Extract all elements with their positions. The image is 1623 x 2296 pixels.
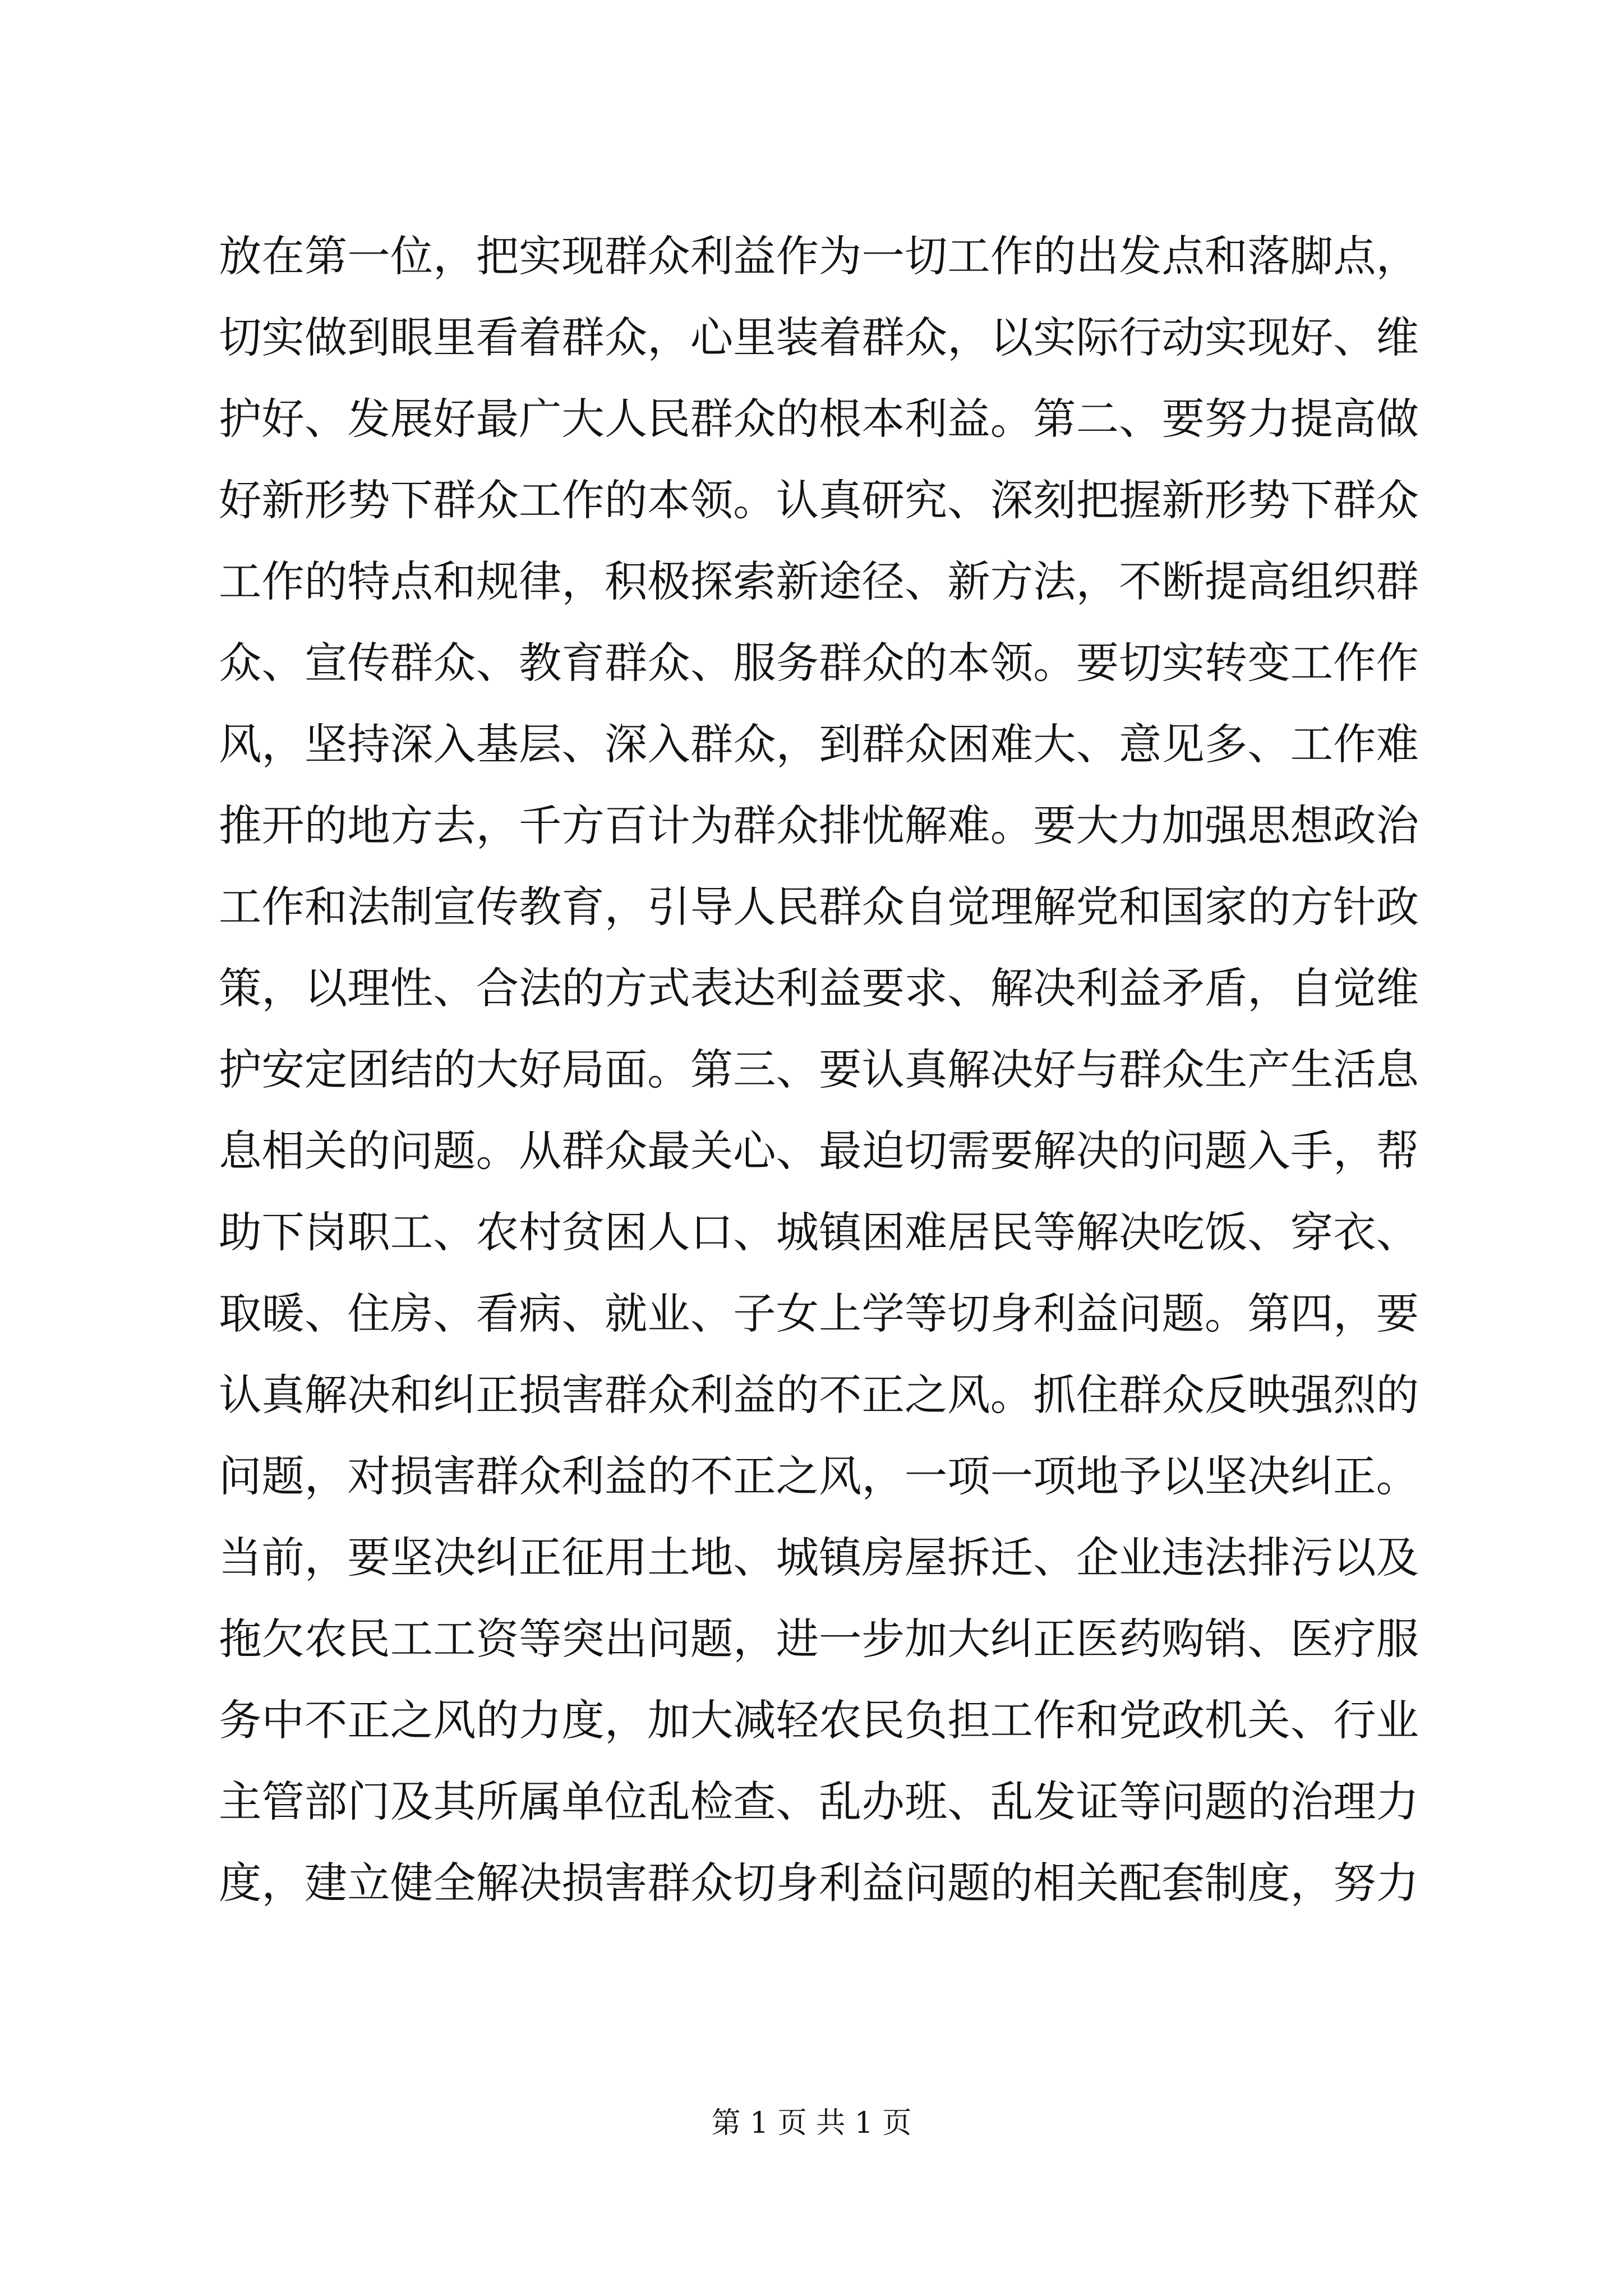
page-footer xyxy=(0,2101,1623,2146)
text-line: 务中不正之风的力度，加大减轻农民负担工作和党政机关、行业 xyxy=(219,1696,1419,1746)
text-line: 众、宣传群众、教育群众、服务群众的本领。要切实转变工作作 xyxy=(219,638,1419,688)
text-line: 推开的地方去，千方百计为群众排忧解难。要大力加强思想政治 xyxy=(219,801,1419,851)
text-line: 工作和法制宣传教育，引导人民群众自觉理解党和国家的方针政 xyxy=(219,882,1419,932)
text-line: 息相关的问题。从群众最关心、最迫切需要解决的问题入手，帮 xyxy=(219,1126,1419,1176)
text-line: 护好、发展好最广大人民群众的根本利益。第二、要努力提高做 xyxy=(219,394,1419,444)
text-line: 工作的特点和规律，积极探索新途径、新方法，不断提高组织群 xyxy=(219,557,1419,607)
text-line: 主管部门及其所属单位乱检查、乱办班、乱发证等问题的治理力 xyxy=(219,1777,1419,1827)
text-line: 认真解决和纠正损害群众利益的不正之风。抓住群众反映强烈的 xyxy=(219,1370,1419,1420)
text-line: 切实做到眼里看着群众，心里装着群众，以实际行动实现好、维 xyxy=(219,313,1419,363)
text-line: 放在第一位，把实现群众利益作为一切工作的出发点和落脚点， xyxy=(219,232,1419,282)
text-line: 好新形势下群众工作的本领。认真研究、深刻把握新形势下群众 xyxy=(219,476,1419,526)
text-line: 度，建立健全解决损害群众切身利益问题的相关配套制度，努力 xyxy=(219,1858,1419,1908)
text-line: 风，坚持深入基层、深入群众，到群众困难大、意见多、工作难 xyxy=(219,720,1419,770)
text-line: 助下岗职工、农村贫困人口、城镇困难居民等解决吃饭、穿衣、 xyxy=(219,1208,1419,1258)
text-line: 策，以理性、合法的方式表达利益要求、解决利益矛盾，自觉维 xyxy=(219,964,1419,1014)
text-line: 护安定团结的大好局面。第三、要认真解决好与群众生产生活息 xyxy=(219,1045,1419,1095)
body-text xyxy=(219,216,1419,1924)
text-line: 问题，对损害群众利益的不正之风，一项一项地予以坚决纠正。 xyxy=(219,1452,1419,1502)
text-line: 拖欠农民工工资等突出问题，进一步加大纠正医药购销、医疗服 xyxy=(219,1614,1419,1664)
page-number-label: 第 1 页 共 1 页 xyxy=(711,2106,912,2140)
text-line: 当前，要坚决纠正征用土地、城镇房屋拆迁、企业违法排污以及 xyxy=(219,1533,1419,1583)
text-line: 取暖、住房、看病、就业、子女上学等切身利益问题。第四，要 xyxy=(219,1289,1419,1339)
